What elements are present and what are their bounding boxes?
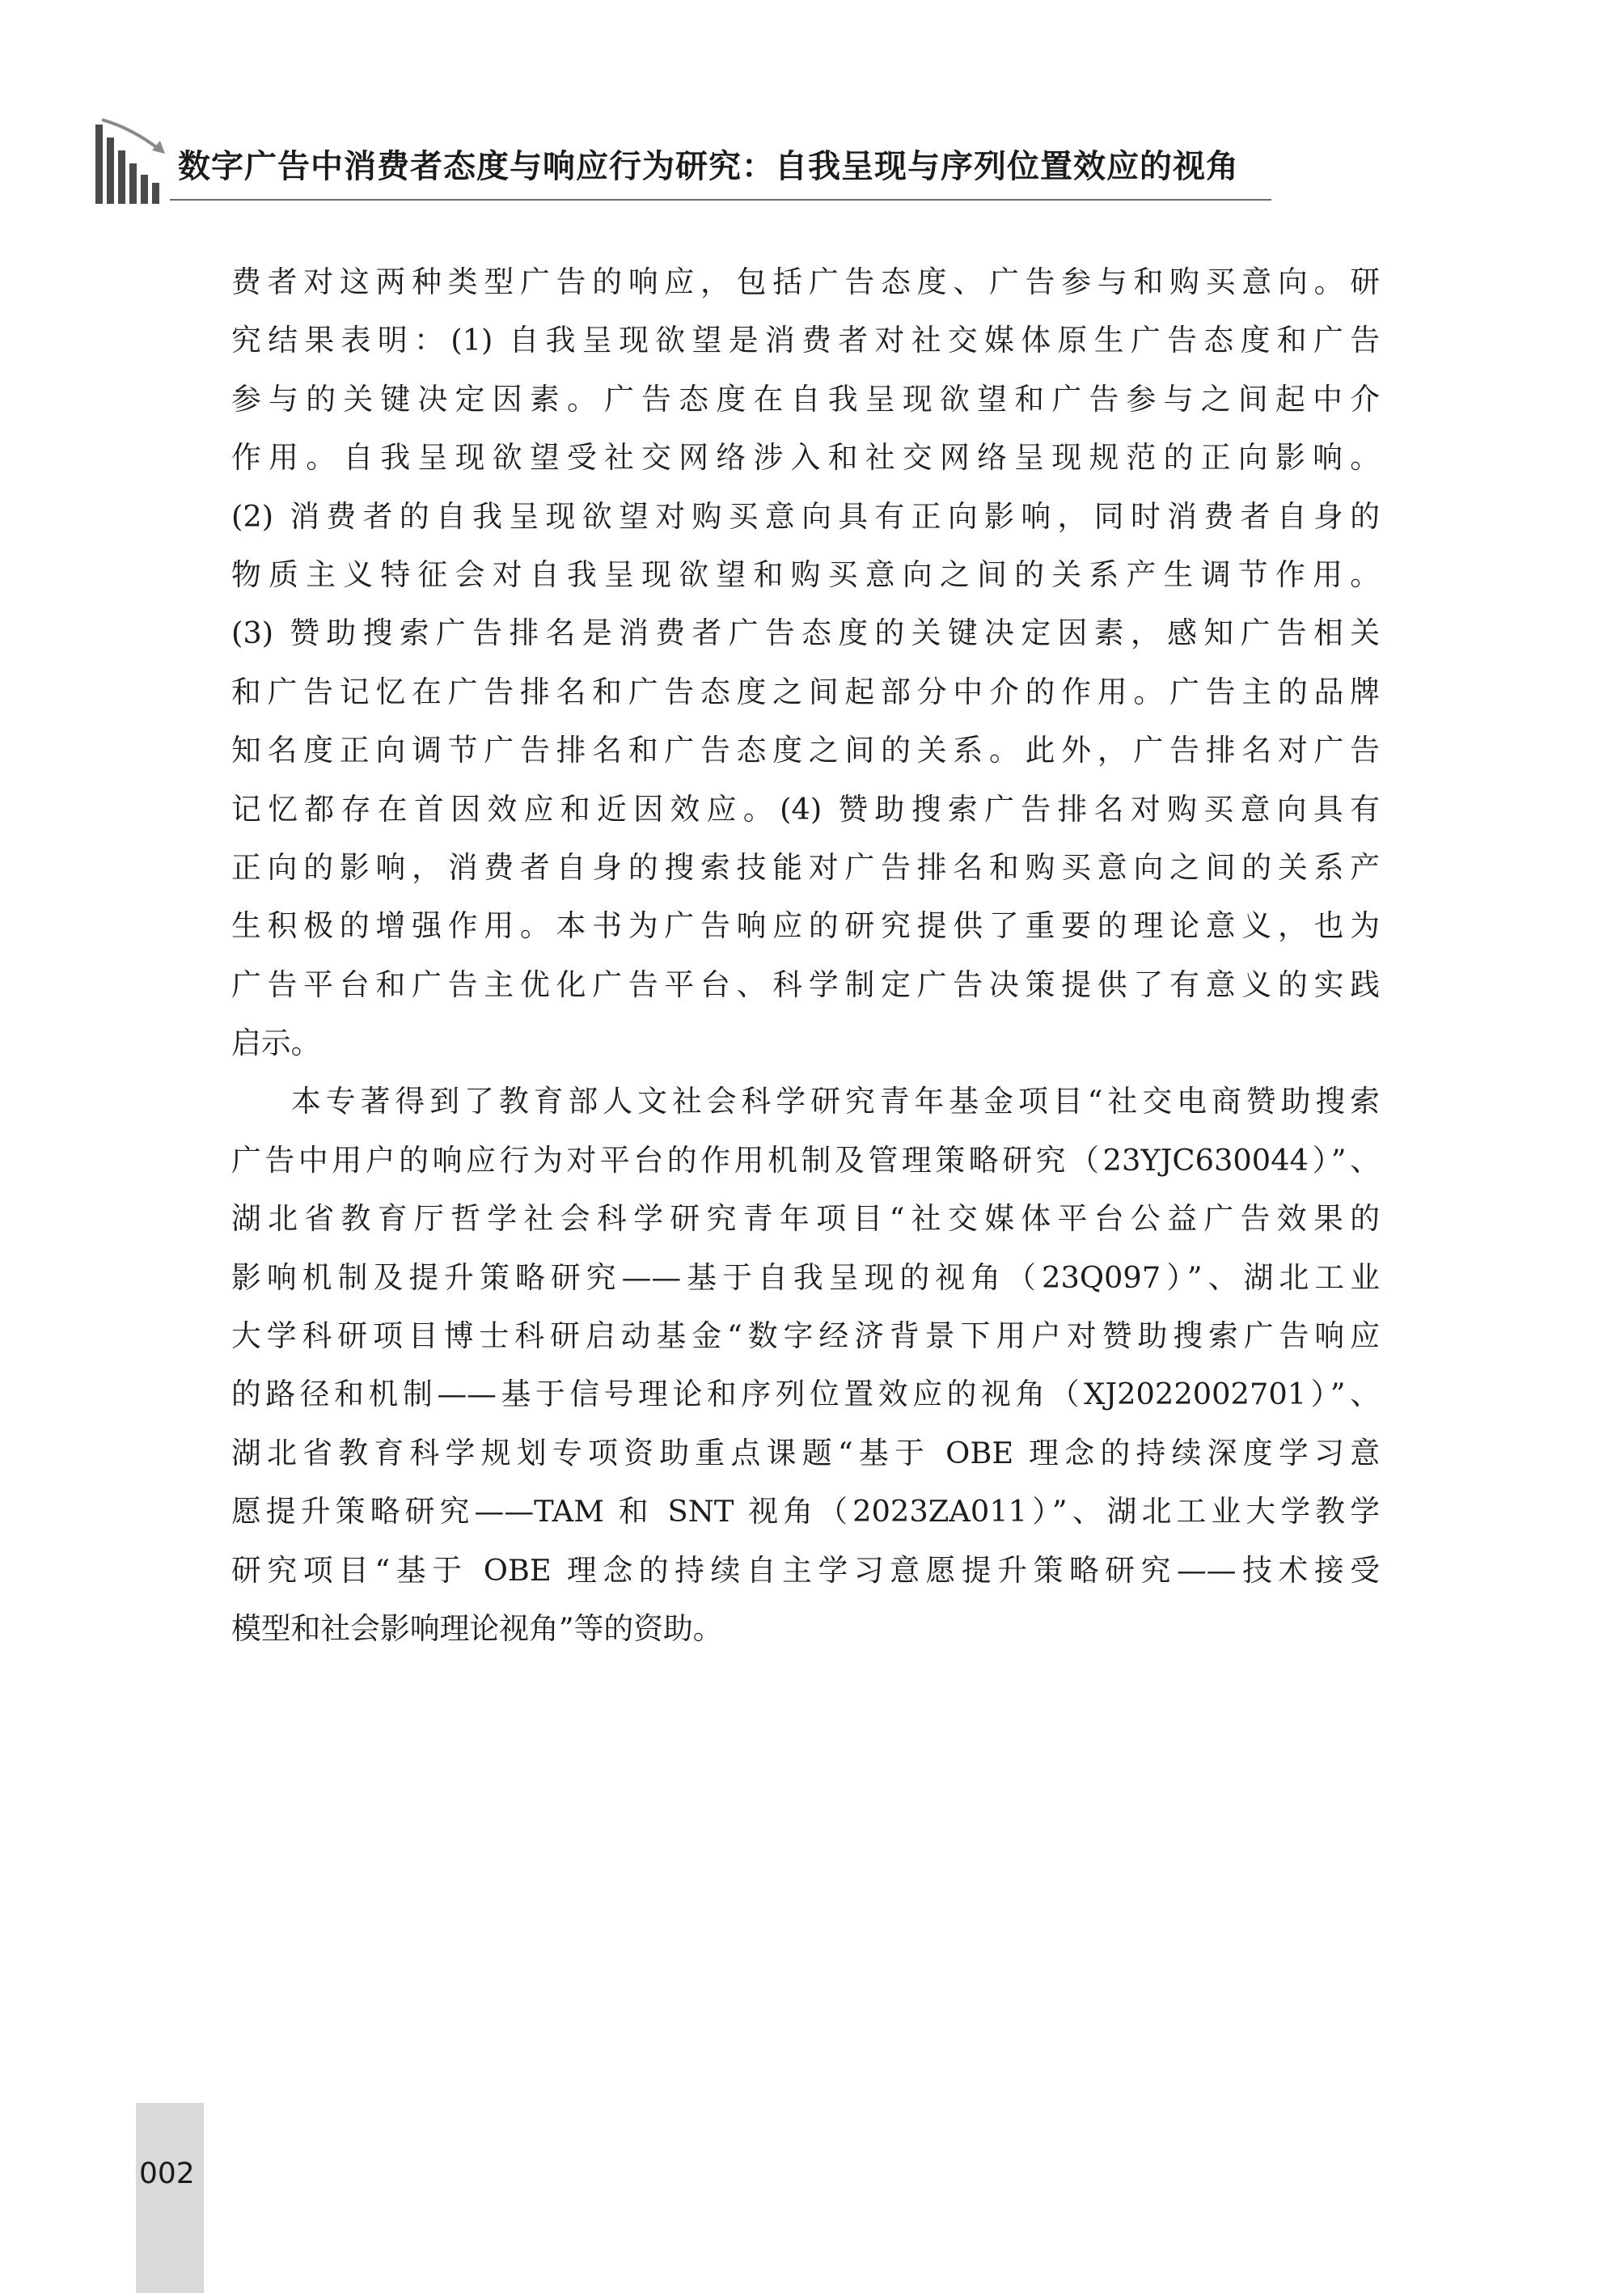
header-title: 数字广告中消费者态度与响应行为研究：自我呈现与序列位置效应的视角 — [178, 148, 1239, 185]
text-line: 模型和社会影响理论视角”等的资助。 — [231, 1610, 723, 1646]
text-line: 湖北省教育科学规划专项资助重点课题“基于 OBE 理念的持续深度学习意 — [231, 1435, 1380, 1470]
text-line: 大学科研项目博士科研启动基金“数字经济背景下用户对赞助搜索广告响应 — [231, 1318, 1380, 1354]
text-line: 广告平台和广告主优化广告平台、科学制定广告决策提供了有意义的实践 — [231, 967, 1380, 1002]
text-line: 记忆都存在首因效应和近因效应。(4) 赞助搜索广告排名对购买意向具有 — [231, 791, 1380, 827]
body-text — [231, 253, 1380, 1658]
running-header — [95, 113, 1270, 204]
text-line: 广告中用户的响应行为对平台的作用机制及管理策略研究（23YJC630044）”、 — [231, 1142, 1380, 1178]
rising-bar-chart-icon — [95, 113, 168, 204]
text-line: 启示。 — [231, 1026, 321, 1061]
text-line: 正向的影响，消费者自身的搜索技能对广告排名和购买意向之间的关系产 — [231, 849, 1380, 885]
text-line: 影响机制及提升策略研究——基于自我呈现的视角（23Q097）”、湖北工业 — [231, 1259, 1380, 1295]
text-line: 物质主义特征会对自我呈现欲望和购买意向之间的关系产生调节作用。 — [231, 556, 1380, 592]
text-line: 参与的关键决定因素。广告态度在自我呈现欲望和广告参与之间起中介 — [231, 381, 1380, 417]
text-line: 作用。自我呈现欲望受社交网络涉入和社交网络呈现规范的正向影响。 — [231, 440, 1380, 476]
text-line: 费者对这两种类型广告的响应，包括广告态度、广告参与和购买意向。研 — [231, 264, 1380, 299]
text-line: 本专著得到了教育部人文社会科学研究青年基金项目“社交电商赞助搜索 — [291, 1084, 1380, 1119]
text-line: (2) 消费者的自我呈现欲望对购买意向具有正向影响，同时消费者自身的 — [231, 498, 1380, 534]
text-line: 研究项目“基于 OBE 理念的持续自主学习意愿提升策略研究——技术接受 — [231, 1552, 1380, 1588]
header-rule — [170, 199, 1271, 201]
text-line: 湖北省教育厅哲学社会科学研究青年项目“社交媒体平台公益广告效果的 — [231, 1201, 1380, 1237]
paragraph-2 — [231, 1072, 1380, 1658]
text-line: 愿提升策略研究——TAM 和 SNT 视角（2023ZA011）”、湖北工业大学教学 — [231, 1494, 1380, 1529]
paragraph-1 — [231, 253, 1380, 1072]
text-line: 知名度正向调节广告排名和广告态度之间的关系。此外，广告排名对广告 — [231, 733, 1380, 768]
text-line: 究结果表明：(1) 自我呈现欲望是消费者对社交媒体原生广告态度和广告 — [231, 323, 1380, 358]
text-line: 的路径和机制——基于信号理论和序列位置效应的视角（XJ2022002701）”、 — [231, 1377, 1380, 1412]
text-line: 和广告记忆在广告排名和广告态度之间起部分中介的作用。广告主的品牌 — [231, 674, 1380, 709]
text-line: (3) 赞助搜索广告排名是消费者广告态度的关键决定因素，感知广告相关 — [231, 616, 1380, 651]
page-number-tab — [136, 2103, 204, 2293]
page-number: 002 — [139, 2157, 195, 2190]
text-line: 生积极的增强作用。本书为广告响应的研究提供了重要的理论意义，也为 — [231, 908, 1380, 944]
